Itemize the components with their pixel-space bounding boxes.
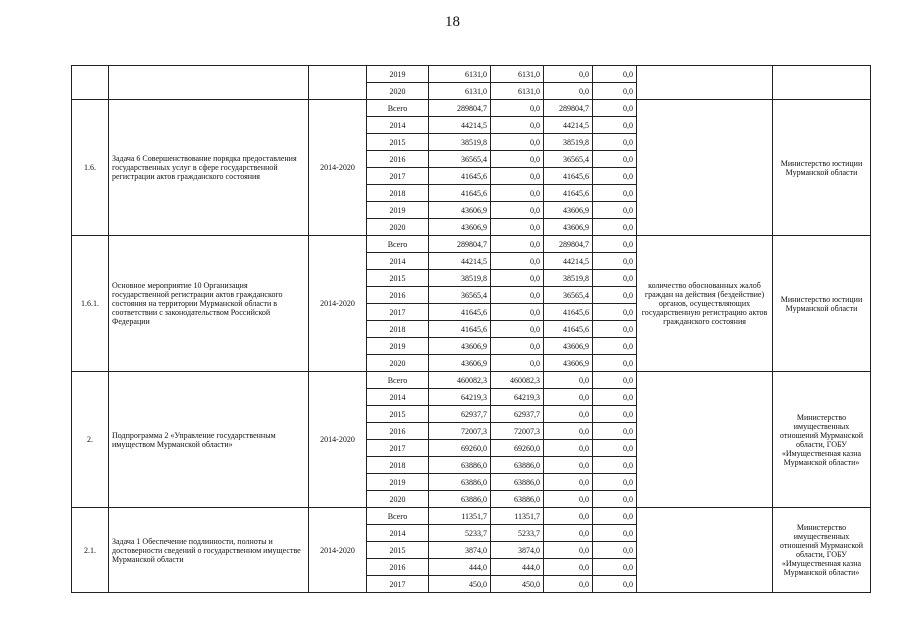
- year-cell: 2016: [367, 151, 429, 168]
- item-number: 1.6.1.: [72, 236, 109, 372]
- total-value: 41645,6: [429, 304, 491, 321]
- regional-budget-value: 0,0: [491, 219, 544, 236]
- total-value: 3874,0: [429, 542, 491, 559]
- source-3-value: 0,0: [593, 304, 637, 321]
- source-3-value: 0,0: [593, 134, 637, 151]
- regional-budget-value: 0,0: [491, 355, 544, 372]
- source-2-value: 0,0: [544, 406, 593, 423]
- total-value: 460082,3: [429, 372, 491, 389]
- regional-budget-value: 0,0: [491, 321, 544, 338]
- source-2-value: 0,0: [544, 457, 593, 474]
- year-cell: 2020: [367, 83, 429, 100]
- source-2-value: 0,0: [544, 389, 593, 406]
- total-value: 63886,0: [429, 474, 491, 491]
- year-cell: 2017: [367, 576, 429, 593]
- year-cell: 2020: [367, 355, 429, 372]
- source-3-value: 0,0: [593, 321, 637, 338]
- source-2-value: 38519,8: [544, 270, 593, 287]
- source-2-value: 0,0: [544, 474, 593, 491]
- source-2-value: 36565,4: [544, 151, 593, 168]
- total-value: 72007,3: [429, 423, 491, 440]
- item-name: [109, 66, 309, 100]
- source-3-value: 0,0: [593, 542, 637, 559]
- source-2-value: 44214,5: [544, 117, 593, 134]
- regional-budget-value: 0,0: [491, 134, 544, 151]
- year-cell: 2016: [367, 423, 429, 440]
- regional-budget-value: 0,0: [491, 270, 544, 287]
- year-cell: 2014: [367, 117, 429, 134]
- total-value: 64219,3: [429, 389, 491, 406]
- item-period: 2014-2020: [309, 508, 367, 593]
- indicator-cell: [637, 100, 773, 236]
- total-value: 38519,8: [429, 270, 491, 287]
- item-number: 2.: [72, 372, 109, 508]
- regional-budget-value: 62937,7: [491, 406, 544, 423]
- source-2-value: 44214,5: [544, 253, 593, 270]
- year-cell: 2018: [367, 321, 429, 338]
- year-cell: 2019: [367, 66, 429, 83]
- regional-budget-value: 64219,3: [491, 389, 544, 406]
- year-cell: Всего: [367, 100, 429, 117]
- table-row: [72, 508, 871, 525]
- item-period: 2014-2020: [309, 372, 367, 508]
- regional-budget-value: 0,0: [491, 338, 544, 355]
- source-2-value: 0,0: [544, 440, 593, 457]
- total-value: 41645,6: [429, 168, 491, 185]
- source-3-value: 0,0: [593, 525, 637, 542]
- total-value: 43606,9: [429, 202, 491, 219]
- source-2-value: 43606,9: [544, 355, 593, 372]
- table-row: [72, 236, 871, 253]
- total-value: 44214,5: [429, 117, 491, 134]
- item-name: Основное мероприятие 10 Организация государственной регистрации актов гражданского состояния на территории Мурманской области в соответствии с законодательством Российской Федерации: [109, 236, 309, 372]
- regional-budget-value: 0,0: [491, 287, 544, 304]
- source-2-value: 0,0: [544, 423, 593, 440]
- year-cell: 2014: [367, 389, 429, 406]
- total-value: 43606,9: [429, 338, 491, 355]
- total-value: 38519,8: [429, 134, 491, 151]
- regional-budget-value: 0,0: [491, 202, 544, 219]
- total-value: 63886,0: [429, 457, 491, 474]
- total-value: 63886,0: [429, 491, 491, 508]
- regional-budget-value: 444,0: [491, 559, 544, 576]
- year-cell: 2015: [367, 542, 429, 559]
- source-3-value: 0,0: [593, 83, 637, 100]
- regional-budget-value: 63886,0: [491, 457, 544, 474]
- year-cell: 2020: [367, 219, 429, 236]
- source-3-value: 0,0: [593, 355, 637, 372]
- table-row: [72, 372, 871, 389]
- total-value: 44214,5: [429, 253, 491, 270]
- year-cell: 2016: [367, 559, 429, 576]
- source-2-value: 0,0: [544, 372, 593, 389]
- year-cell: 2015: [367, 406, 429, 423]
- regional-budget-value: 0,0: [491, 185, 544, 202]
- item-period: 2014-2020: [309, 100, 367, 236]
- total-value: 450,0: [429, 576, 491, 593]
- source-3-value: 0,0: [593, 185, 637, 202]
- source-3-value: 0,0: [593, 508, 637, 525]
- source-2-value: 289804,7: [544, 100, 593, 117]
- year-cell: 2017: [367, 440, 429, 457]
- item-name: Задача 1 Обеспечение подлинности, полноты и достоверности сведений о государственном имуществе Мурманской области: [109, 508, 309, 593]
- indicator-cell: [637, 372, 773, 508]
- year-cell: 2019: [367, 202, 429, 219]
- regional-budget-value: 63886,0: [491, 474, 544, 491]
- executor-cell: Министерство юстиции Мурманской области: [773, 100, 871, 236]
- total-value: 36565,4: [429, 151, 491, 168]
- year-cell: 2017: [367, 304, 429, 321]
- total-value: 69260,0: [429, 440, 491, 457]
- source-3-value: 0,0: [593, 117, 637, 134]
- total-value: 41645,6: [429, 321, 491, 338]
- total-value: 6131,0: [429, 66, 491, 83]
- year-cell: 2018: [367, 457, 429, 474]
- regional-budget-value: 5233,7: [491, 525, 544, 542]
- source-3-value: 0,0: [593, 491, 637, 508]
- total-value: 6131,0: [429, 83, 491, 100]
- regional-budget-value: 72007,3: [491, 423, 544, 440]
- table-row: [72, 66, 871, 83]
- regional-budget-value: 6131,0: [491, 66, 544, 83]
- regional-budget-value: 0,0: [491, 304, 544, 321]
- item-number: 2.1.: [72, 508, 109, 593]
- year-cell: 2014: [367, 525, 429, 542]
- total-value: 43606,9: [429, 219, 491, 236]
- indicator-cell: [637, 66, 773, 100]
- item-period: [309, 66, 367, 100]
- regional-budget-value: 0,0: [491, 168, 544, 185]
- source-3-value: 0,0: [593, 559, 637, 576]
- year-cell: 2019: [367, 474, 429, 491]
- total-value: 5233,7: [429, 525, 491, 542]
- source-3-value: 0,0: [593, 372, 637, 389]
- total-value: 11351,7: [429, 508, 491, 525]
- year-cell: 2015: [367, 270, 429, 287]
- source-3-value: 0,0: [593, 474, 637, 491]
- source-2-value: 0,0: [544, 525, 593, 542]
- item-period: 2014-2020: [309, 236, 367, 372]
- source-2-value: 38519,8: [544, 134, 593, 151]
- source-2-value: 289804,7: [544, 236, 593, 253]
- regional-budget-value: 6131,0: [491, 83, 544, 100]
- source-3-value: 0,0: [593, 100, 637, 117]
- item-number: 1.6.: [72, 100, 109, 236]
- year-cell: Всего: [367, 372, 429, 389]
- regional-budget-value: 69260,0: [491, 440, 544, 457]
- source-2-value: 0,0: [544, 66, 593, 83]
- source-3-value: 0,0: [593, 253, 637, 270]
- total-value: 62937,7: [429, 406, 491, 423]
- source-3-value: 0,0: [593, 338, 637, 355]
- indicator-cell: [637, 508, 773, 593]
- regional-budget-value: 0,0: [491, 100, 544, 117]
- source-2-value: 0,0: [544, 559, 593, 576]
- regional-budget-value: 450,0: [491, 576, 544, 593]
- regional-budget-value: 0,0: [491, 151, 544, 168]
- program-table: [71, 65, 871, 593]
- source-2-value: 0,0: [544, 576, 593, 593]
- page-number: 18: [445, 14, 460, 30]
- source-3-value: 0,0: [593, 576, 637, 593]
- regional-budget-value: 0,0: [491, 236, 544, 253]
- regional-budget-value: 0,0: [491, 117, 544, 134]
- source-2-value: 0,0: [544, 508, 593, 525]
- source-3-value: 0,0: [593, 168, 637, 185]
- item-number: [72, 66, 109, 100]
- table-row: [72, 100, 871, 117]
- year-cell: 2019: [367, 338, 429, 355]
- executor-cell: [773, 66, 871, 100]
- total-value: 41645,6: [429, 185, 491, 202]
- year-cell: 2015: [367, 134, 429, 151]
- table-body: [72, 66, 871, 593]
- source-3-value: 0,0: [593, 287, 637, 304]
- regional-budget-value: 63886,0: [491, 491, 544, 508]
- year-cell: 2017: [367, 168, 429, 185]
- source-2-value: 41645,6: [544, 185, 593, 202]
- source-2-value: 41645,6: [544, 321, 593, 338]
- item-name: Задача 6 Совершенствование порядка предоставления государственных услуг в сфере государственной регистрации актов гражданского состояния: [109, 100, 309, 236]
- source-2-value: 0,0: [544, 542, 593, 559]
- total-value: 289804,7: [429, 236, 491, 253]
- executor-cell: Министерство имущественных отношений Мурманской области, ГОБУ «Имущественная казна Мурманской области»: [773, 372, 871, 508]
- executor-cell: Министерство юстиции Мурманской области: [773, 236, 871, 372]
- source-3-value: 0,0: [593, 202, 637, 219]
- regional-budget-value: 11351,7: [491, 508, 544, 525]
- executor-cell: Министерство имущественных отношений Мурманской области, ГОБУ «Имущественная казна Мурманской области»: [773, 508, 871, 593]
- year-cell: 2014: [367, 253, 429, 270]
- source-2-value: 36565,4: [544, 287, 593, 304]
- regional-budget-value: 0,0: [491, 253, 544, 270]
- total-value: 43606,9: [429, 355, 491, 372]
- source-2-value: 43606,9: [544, 219, 593, 236]
- source-3-value: 0,0: [593, 236, 637, 253]
- year-cell: 2018: [367, 185, 429, 202]
- year-cell: 2020: [367, 491, 429, 508]
- source-2-value: 41645,6: [544, 168, 593, 185]
- source-2-value: 41645,6: [544, 304, 593, 321]
- total-value: 36565,4: [429, 287, 491, 304]
- indicator-cell: количество обоснованных жалоб граждан на действия (бездействие) органов, осуществляющих государственную регистрацию актов гражданского состояния: [637, 236, 773, 372]
- source-2-value: 0,0: [544, 491, 593, 508]
- source-2-value: 43606,9: [544, 202, 593, 219]
- source-3-value: 0,0: [593, 457, 637, 474]
- year-cell: Всего: [367, 508, 429, 525]
- source-3-value: 0,0: [593, 440, 637, 457]
- source-3-value: 0,0: [593, 151, 637, 168]
- year-cell: Всего: [367, 236, 429, 253]
- source-3-value: 0,0: [593, 406, 637, 423]
- total-value: 444,0: [429, 559, 491, 576]
- year-cell: 2016: [367, 287, 429, 304]
- source-3-value: 0,0: [593, 270, 637, 287]
- total-value: 289804,7: [429, 100, 491, 117]
- source-3-value: 0,0: [593, 66, 637, 83]
- source-3-value: 0,0: [593, 423, 637, 440]
- source-3-value: 0,0: [593, 389, 637, 406]
- source-2-value: 43606,9: [544, 338, 593, 355]
- item-name: Подпрограмма 2 «Управление государственным имуществом Мурманской области»: [109, 372, 309, 508]
- regional-budget-value: 3874,0: [491, 542, 544, 559]
- regional-budget-value: 460082,3: [491, 372, 544, 389]
- source-3-value: 0,0: [593, 219, 637, 236]
- source-2-value: 0,0: [544, 83, 593, 100]
